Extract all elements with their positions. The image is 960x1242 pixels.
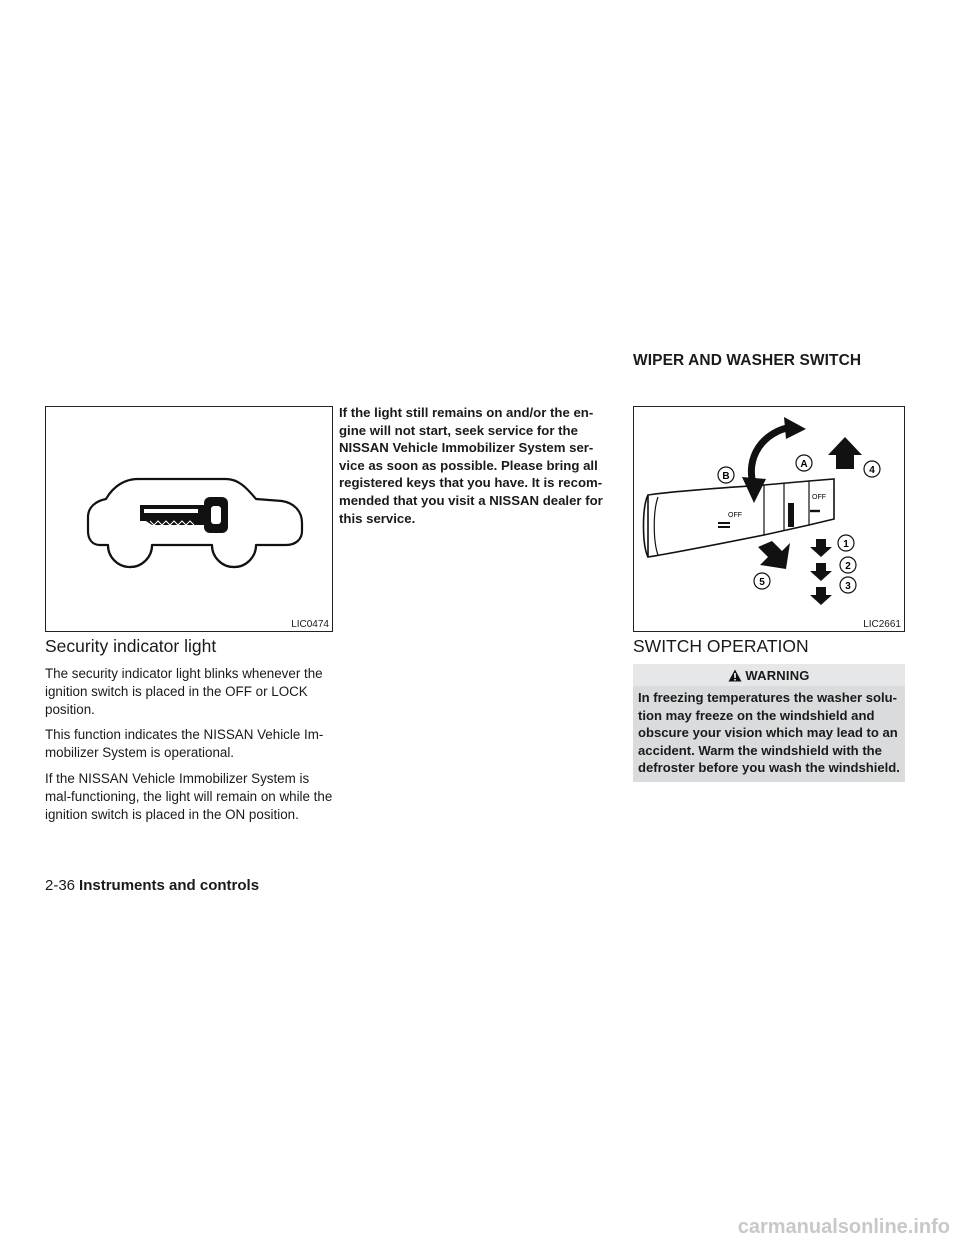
warning-box bbox=[633, 664, 905, 775]
left-column bbox=[45, 636, 333, 823]
middle-column bbox=[339, 404, 615, 527]
wiper-stalk-illustration bbox=[634, 407, 904, 631]
section-header: WIPER AND WASHER SWITCH bbox=[633, 352, 862, 369]
paragraph: If the NISSAN Vehicle Immobilizer System is mal-functioning, the light will remain on while the ignition switch is placed in the ON position. bbox=[45, 770, 333, 822]
section-heading: Security indicator light bbox=[45, 636, 217, 656]
off-label: OFF bbox=[728, 512, 742, 519]
service-notice: If the light still remains on and/or the en-gine will not start, seek service for the NISSAN Vehicle Immobilizer System ser-vice as soon as possible. Please bring all registered keys that you have. It is recom-mended that you visit a NISSAN dealer for this service. bbox=[339, 405, 603, 526]
watermark bbox=[0, 1216, 960, 1239]
watermark-text: carmanualsonline.info bbox=[737, 1216, 950, 1238]
page-footer bbox=[45, 877, 259, 894]
warning-text: In freezing temperatures the washer solu-tion may freeze on the windshield and obscure your vision which may lead to an accident. Warm the windshield with the defroster before you wash the windshield. bbox=[633, 686, 905, 782]
callout-4: 4 bbox=[869, 465, 875, 476]
wiper-switch-figure bbox=[633, 406, 905, 632]
figure-code: LIC0474 bbox=[291, 619, 329, 630]
callout-a: A bbox=[800, 459, 808, 470]
page-number: 2-36 bbox=[45, 877, 76, 894]
paragraph: This function indicates the NISSAN Vehicle Im-mobilizer System is operational. bbox=[45, 727, 324, 761]
chapter-title: Instruments and controls bbox=[79, 877, 260, 894]
callout-2: 2 bbox=[845, 561, 851, 572]
callout-5: 5 bbox=[759, 577, 765, 588]
warning-header bbox=[633, 664, 905, 686]
warning-triangle-icon bbox=[728, 669, 742, 682]
car-key-icon bbox=[46, 407, 332, 631]
paragraph: The security indicator light blinks whenever the ignition switch is placed in the OFF or LOCK position. bbox=[45, 666, 323, 717]
callout-b: B bbox=[722, 471, 730, 482]
figure-code: LIC2661 bbox=[863, 619, 901, 630]
callout-1: 1 bbox=[843, 539, 849, 550]
off-label: OFF bbox=[812, 494, 826, 501]
warning-title: WARNING bbox=[745, 667, 810, 683]
section-heading: SWITCH OPERATION bbox=[633, 636, 809, 656]
callout-3: 3 bbox=[845, 581, 851, 592]
security-indicator-figure bbox=[45, 406, 333, 632]
